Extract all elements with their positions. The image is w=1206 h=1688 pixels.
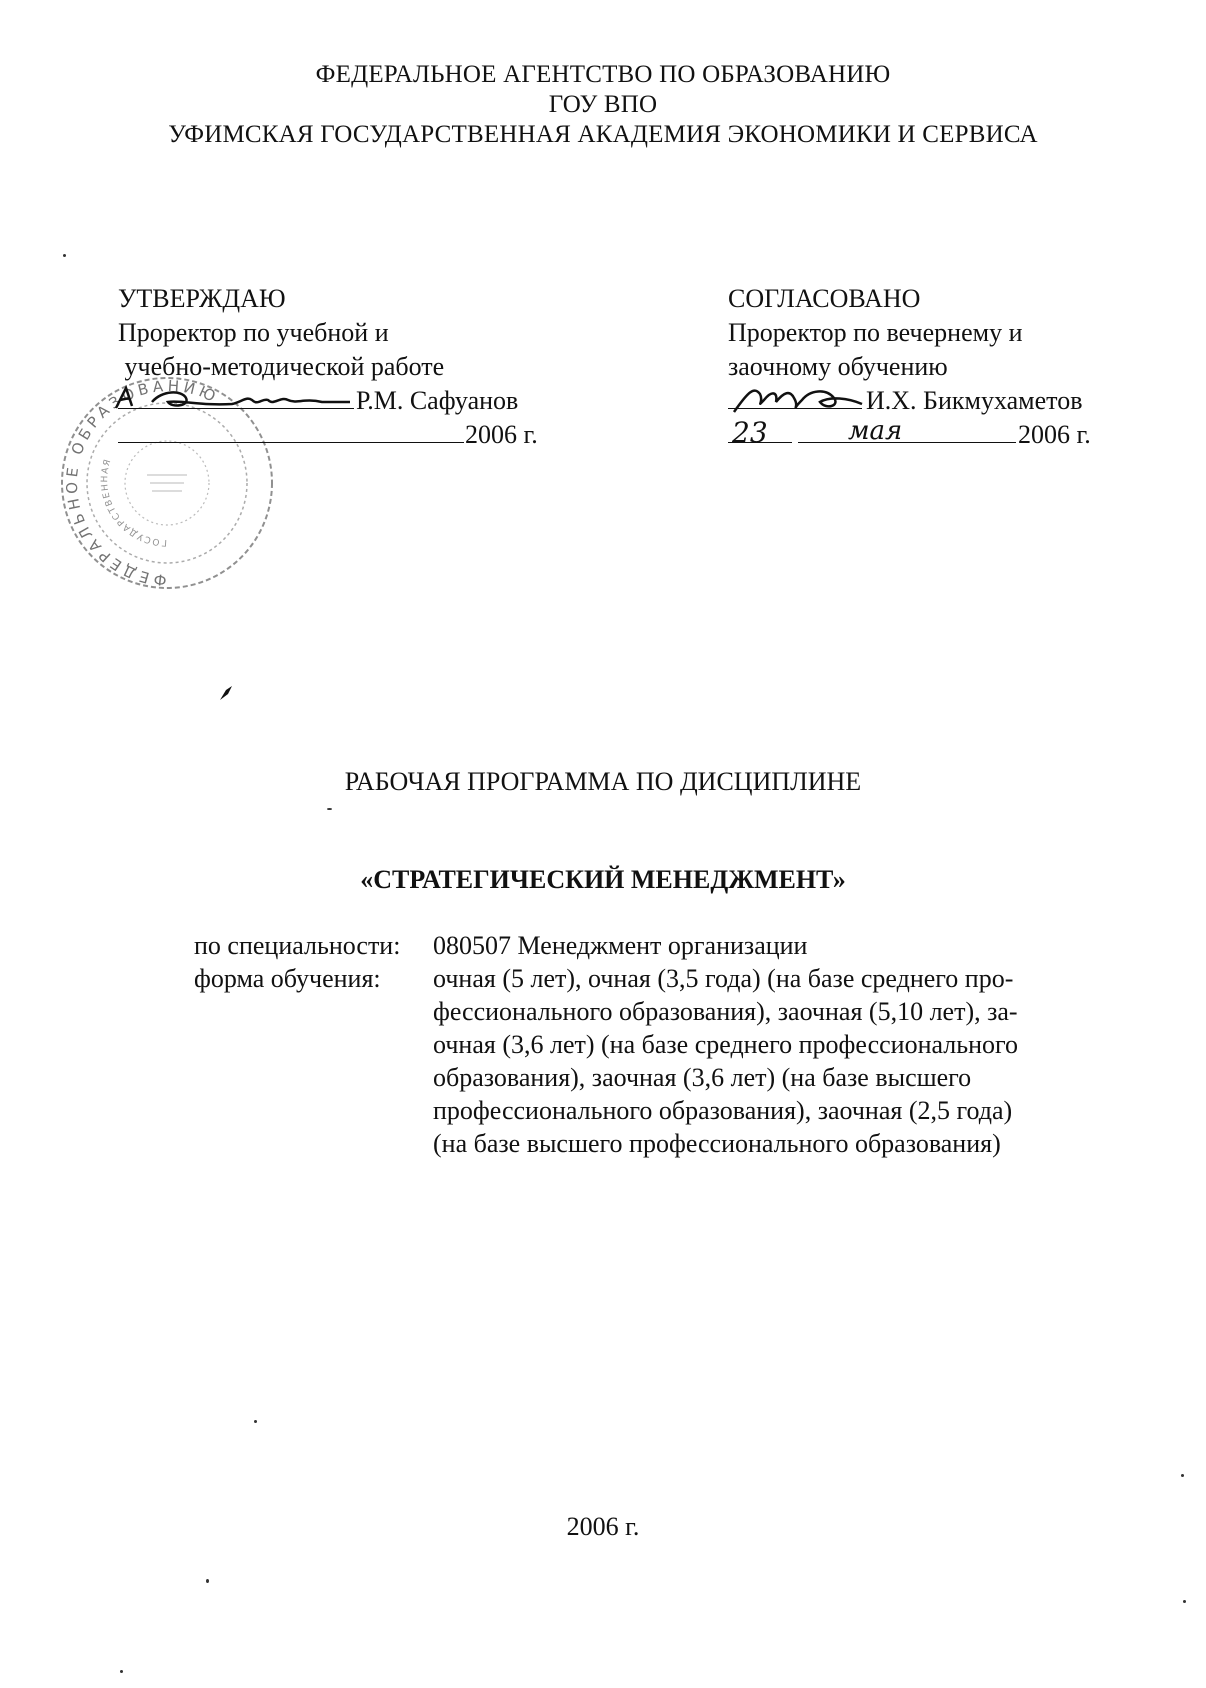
study-form-line: (на базе высшего профессионального образования) — [433, 1129, 1001, 1158]
header-gou: ГОУ ВПО — [548, 91, 658, 118]
study-form-line: образования), заочная (3,6 лет) (на базе высшего — [433, 1063, 972, 1092]
agree-month: мая — [848, 416, 903, 446]
scan-speck — [327, 808, 332, 810]
scan-mark — [218, 684, 238, 704]
agree-block — [728, 282, 1198, 462]
study-form-line: профессионального образования), заочная (2,5 года) — [433, 1096, 1013, 1125]
header-agency: ФЕДЕРАЛЬНОЕ АГЕНТСТВО ПО ОБРАЗОВАНИЮ — [315, 61, 891, 88]
approve-block — [118, 282, 558, 462]
approve-position-line2: учебно-методической работе — [118, 352, 445, 381]
header-academy: УФИМСКАЯ ГОСУДАРСТВЕННАЯ АКАДЕМИЯ ЭКОНОМИКИ И СЕРВИСА — [168, 121, 1038, 148]
agree-position-line2: заочному обучению — [728, 352, 948, 381]
agree-heading: СОГЛАСОВАНО — [728, 284, 921, 313]
agree-position-line1: Проректор по вечернему и — [728, 318, 1023, 347]
specialty-value: 080507 Менеджмент организации — [433, 931, 808, 960]
approve-heading: УТВЕРЖДАЮ — [118, 284, 286, 313]
study-form-label: форма обучения: — [194, 964, 381, 993]
agree-name: И.Х. Бикмухаметов — [866, 386, 1083, 415]
scan-speck — [63, 254, 66, 257]
footer-year: 2006 г. — [566, 1512, 640, 1541]
approve-year: 2006 г. — [465, 420, 538, 449]
svg-text:ГОСУДАРСТВЕННАЯ — [100, 457, 167, 547]
scan-speck — [1183, 1600, 1186, 1603]
scan-speck — [206, 1579, 209, 1583]
approve-date-line — [118, 442, 464, 443]
scan-speck — [1181, 1474, 1184, 1477]
agree-year: 2006 г. — [1018, 420, 1091, 449]
study-form-line: очная (5 лет), очная (3,5 года) (на базе среднего про- — [433, 964, 1014, 993]
study-form-value — [433, 962, 1103, 1160]
approve-signature — [112, 380, 362, 420]
discipline-title: «СТРАТЕГИЧЕСКИЙ МЕНЕДЖМЕНТ» — [360, 865, 846, 894]
approve-position-line1: Проректор по учебной и — [118, 318, 389, 347]
seal-inner-text: ГОСУДАРСТВЕННАЯ — [100, 457, 168, 548]
scan-speck — [120, 1670, 123, 1673]
agree-month-line — [798, 442, 1016, 443]
approve-name: Р.М. Сафуанов — [356, 386, 519, 415]
agree-day-line — [728, 442, 792, 443]
specialty-label: по специальности: — [194, 931, 401, 960]
agree-day: 23 — [732, 416, 768, 449]
program-title: РАБОЧАЯ ПРОГРАММА ПО ДИСЦИПЛИНЕ — [344, 767, 862, 796]
study-form-line: фессионального образования), заочная (5,10 лет), за- — [433, 997, 1018, 1026]
study-form-line: очная (3,6 лет) (на базе среднего профессионального — [433, 1030, 1019, 1059]
agree-signature — [730, 382, 870, 416]
scan-speck — [254, 1420, 257, 1423]
seal-ring-text: ФЕДЕРАЛЬНОЕ ОБРАЗОВАНИЮ — [62, 376, 222, 590]
